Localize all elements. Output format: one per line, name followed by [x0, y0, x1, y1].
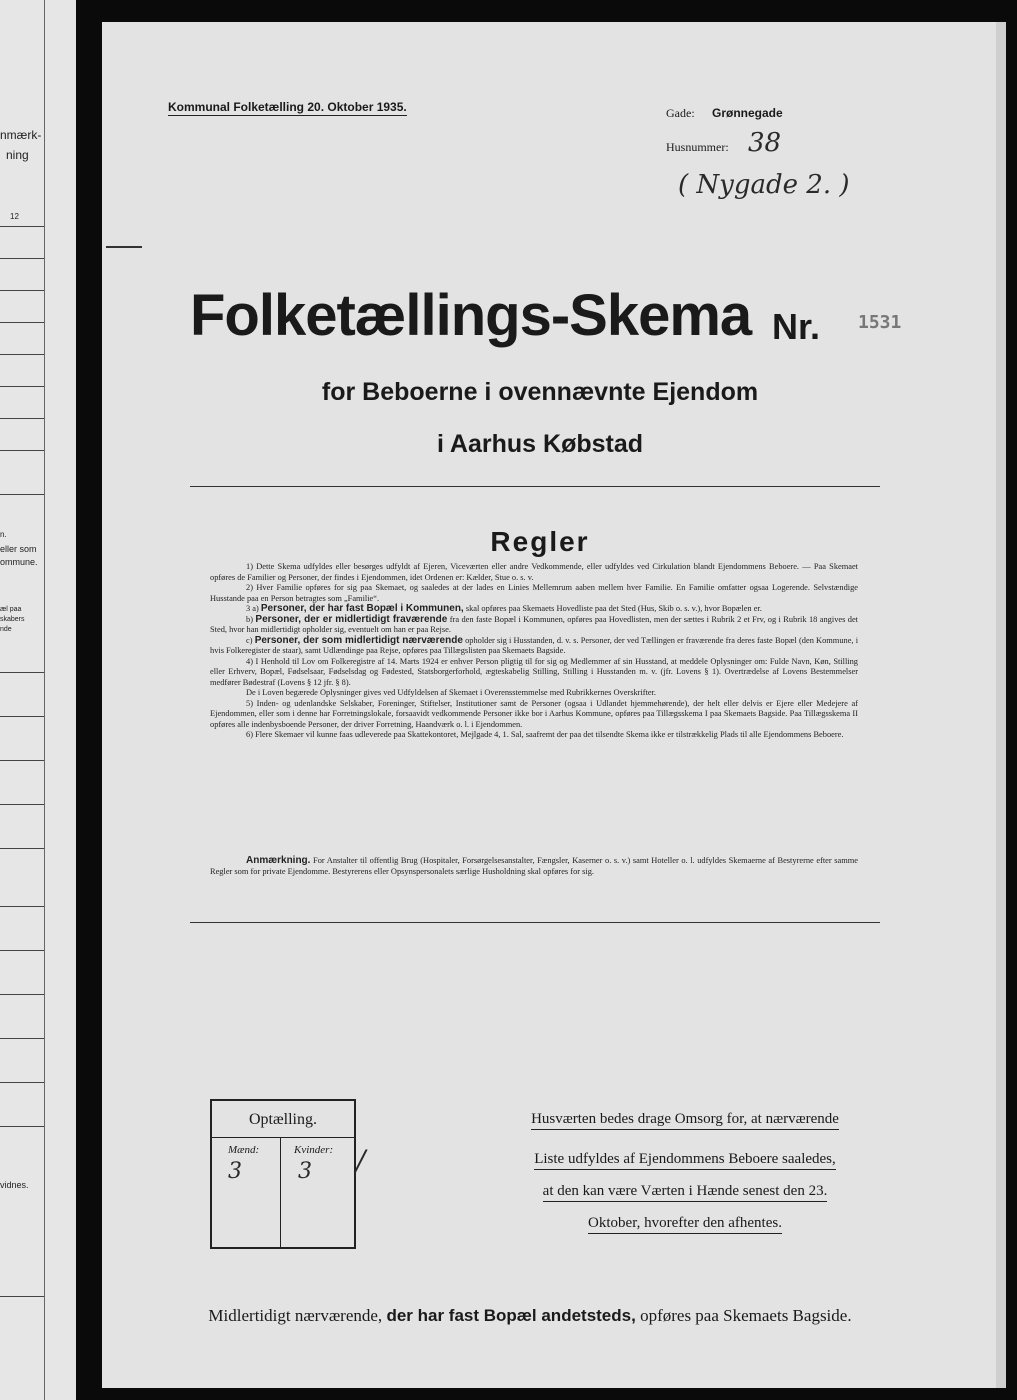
left-page-line — [0, 1082, 44, 1083]
left-page-text: ommune. — [0, 557, 38, 567]
left-page-line — [0, 950, 44, 951]
left-page-line — [0, 994, 44, 995]
left-page-line — [0, 1296, 44, 1297]
instruction-text: Liste udfyldes af Ejendommens Beboere saaledes, — [534, 1151, 836, 1170]
check-mark: / — [356, 1144, 366, 1177]
rule-5: 5) Inden- og udenlandske Selskaber, Foreninger, Stiftelser, Institutioner samt de Personer (ogsaa i Udlandet hjemmehørende), der helt eller delvis er Ejere eller Medejere af Ejendommen, eller som i denne har Forretningslokale, forsaavidt vedkommende Personer ikke bor i Aarhus Kommune, opføres paa Tillægsskema I paa Skemaets Bagside. Paa Tillægsskema II opføres alle indenbysboende Personer, der driver Forretning, Haandværk o. l. i Ejendommen. — [210, 698, 858, 729]
left-page-line — [0, 716, 44, 717]
rule-6: 6) Flere Skemaer vil kunne faas udleverede paa Skattekontoret, Mejlgade 4, 1. Sal, saafremt der paa det tilsendte Skema ikke er tilstrækkelig Plads til alle Ejendommens Beboere. — [246, 730, 844, 739]
men-count: 3 — [228, 1159, 242, 1184]
instruction-line — [505, 1183, 865, 1200]
left-page-text: 12 — [10, 212, 19, 221]
left-page-line — [0, 906, 44, 907]
left-page-line — [0, 1126, 44, 1127]
rule-3a-text: skal opføres paa Skemaets Hovedliste paa det Sted (Hus, Skib o. s. v.), hvor Bopælen er. — [465, 604, 762, 613]
footer-part-2: der har fast Bopæl andetsteds, — [386, 1306, 636, 1325]
divider — [190, 922, 880, 923]
left-page-text: ning — [6, 148, 29, 162]
left-page-line — [0, 322, 44, 323]
form-city: i Aarhus Købstad — [436, 430, 644, 458]
footer-note — [190, 1306, 870, 1326]
left-page-text: vidnes. — [0, 1180, 29, 1190]
left-page-line — [0, 226, 44, 227]
rules-body — [210, 562, 858, 741]
left-page-line — [0, 354, 44, 355]
page-edge — [996, 22, 1006, 1388]
left-page-line — [0, 418, 44, 419]
rule-3a-bold: Personer, der har fast Bopæl i Kommunen, — [260, 603, 464, 614]
instruction-line — [505, 1111, 865, 1128]
men-label: Mænd: — [228, 1144, 260, 1156]
footer-part-1: Midlertidigt nærværende, — [208, 1306, 383, 1325]
rules-heading: Regler — [490, 526, 590, 557]
left-page-fragment — [0, 0, 76, 1400]
divider — [190, 486, 880, 487]
left-page-line — [0, 1038, 44, 1039]
form-number-label: Nr. — [772, 306, 821, 347]
rule-4b: De i Loven begærede Oplysninger gives ved Udfyldelsen af Skemaet i Overensstemmelse med Rubrikkernes Overskrifter. — [246, 688, 657, 697]
left-page-text: nde — [0, 626, 12, 633]
left-page-line — [0, 804, 44, 805]
left-page-text: æl paa — [0, 606, 22, 613]
rule-3b — [210, 615, 858, 636]
women-label: Kvinder: — [294, 1144, 334, 1156]
left-page-rule — [44, 0, 45, 1400]
form-title: Folketællings-Skema — [190, 283, 752, 348]
form-number-value: 1531 — [858, 312, 902, 333]
footer-part-3: opføres paa Skemaets Bagside. — [640, 1306, 852, 1325]
left-page-line — [0, 672, 44, 673]
rule-3b-text: fra den faste Bopæl i Kommunen, opføres paa Hovedlisten, men der sættes i Rubrik 2 et Frv, og i Rubrik 18 angives det Sted, hvor han midlertidigt opholder sig, eventuelt om han er paa Rejse. — [210, 614, 859, 634]
rule-4: 4) I Henhold til Lov om Folkeregistre af 14. Marts 1924 er enhver Person pligtig til for sig og Medlemmer af sin Husstand, at meddele Oplysninger om: Fulde Navn, Køn, Stilling eller Erhverv, Bopæl, Fødselsaar, Fødselsdag og Fødested, Statsborgerforhold, ægteskabelig Stilling, Stilling i Husstanden m. v. (jfr. Lovens § 1). Overtrædelse af Lovens Bestemmelser medfører Bødestraf (Lovens § 12 jfr. § 8). — [210, 656, 858, 687]
left-page-line — [0, 760, 44, 761]
left-page-text: skabers — [0, 616, 25, 623]
rule-3c-number: c) — [246, 635, 253, 645]
left-page-text: n. — [0, 530, 7, 539]
left-page-line — [0, 290, 44, 291]
rule-3c-bold: Personer, der som midlertidigt nærværende — [254, 634, 463, 646]
house-number-label: Husnummer: — [666, 140, 729, 154]
rule-3b-bold: Personer, der er midlertidigt fraværende — [255, 613, 448, 625]
form-subtitle: for Beboerne i ovennævnte Ejendom — [321, 378, 759, 406]
women-count: 3 — [298, 1159, 312, 1184]
census-header-title: Kommunal Folketælling 20. Oktober 1935. — [168, 100, 407, 114]
pencil-mark — [106, 246, 142, 248]
street-value: Grønnegade — [712, 106, 783, 120]
instruction-text: at den kan være Værten i Hænde senest den 23. — [543, 1183, 828, 1202]
rule-3c-text: opholder sig i Husstanden, d. v. s. Personer, der ved Tællingen er fraværende fra deres faste Bopæl (den Kommune, i hvis Folkeregister de staar), samt Udlændinge paa Rejse, opføres paa Tillægslisten paa Skemaets Bagside. — [210, 635, 859, 655]
rule-3a-number: 3 a) — [246, 604, 259, 613]
count-box — [210, 1099, 356, 1249]
instruction-text: Oktober, hvorefter den afhentes. — [588, 1215, 782, 1234]
remark-paragraph — [210, 856, 858, 877]
street-label: Gade: — [666, 106, 695, 120]
left-page-line — [0, 450, 44, 451]
rule-3c — [210, 636, 858, 657]
rule-2: 2) Hver Familie opføres for sig paa Skemaet, og saaledes at der lades en Linies Mellemrum aaben mellem hver Familie. En Familie omfatter ogsaa Logerende. Selvstændige Husstande paa en Person betragtes som „Familie“. — [210, 583, 858, 603]
left-page-line — [0, 494, 44, 495]
rule-3b-number: b) — [246, 614, 253, 624]
count-box-divider — [280, 1137, 281, 1247]
left-page-line — [0, 258, 44, 259]
left-page-line — [0, 386, 44, 387]
house-number-value: 38 — [748, 128, 782, 158]
instruction-line — [505, 1215, 865, 1232]
instruction-line — [505, 1151, 865, 1168]
remark-label: Anmærkning. — [246, 855, 311, 866]
rule-1: 1) Dette Skema udfyldes eller besørges udfyldt af Ejeren, Viceværten eller andre Vedkommende, eller udfyldes ved Cirkulation blandt Ejendommens Beboere. — Paa Skemaet opføres de Familier og Personer, der findes i Ejendommen, idet Ordenen er: Kælder, Stue o. s. v. — [210, 562, 858, 582]
handwritten-address-note: ( Nygade 2. ) — [678, 170, 850, 200]
instruction-text: Husværten bedes drage Omsorg for, at nærværende — [531, 1111, 839, 1130]
count-title: Optælling. — [248, 1111, 317, 1128]
remark-text: For Anstalter til offentlig Brug (Hospitaler, Forsørgelsesanstalter, Fængsler, Kaserner o. s. v.) samt Hoteller o. l. udfyldes Skemaerne af Bestyrerne efter samme Regler som for private Ejendomme. Bestyrerens eller Opsynspersonalets særlige Husholdning skal opføres for sig. — [210, 856, 858, 876]
left-page-line — [0, 848, 44, 849]
count-box-divider — [212, 1137, 354, 1138]
left-page-text: eller som — [0, 544, 37, 554]
left-page-text: nmærk- — [0, 128, 42, 142]
